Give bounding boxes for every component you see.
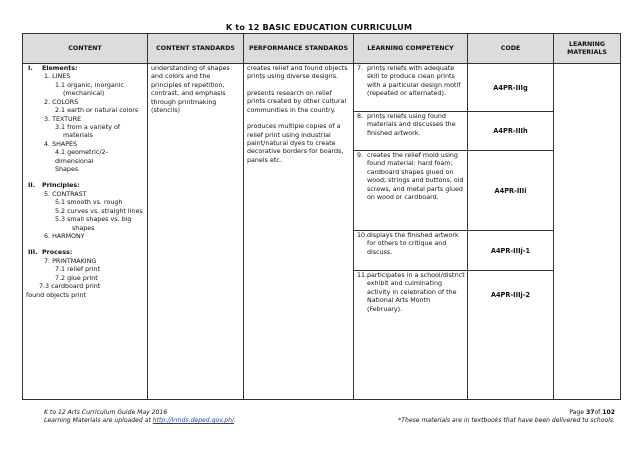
competency-item: 10. displays the finished artwork for others to critique and discuss. — [354, 231, 467, 271]
content-item: 5.2 curves vs. straight lines — [55, 207, 143, 215]
competency-code: A4PR-IIIj-1 — [468, 231, 553, 271]
performance-standard-item: presents research on relief prints created by other cultural communities in the country. — [247, 89, 347, 114]
content-cell — [23, 64, 148, 400]
page-title: K to 12 BASIC EDUCATION CURRICULUM — [225, 22, 413, 32]
content-item: 7.3 cardboard print — [39, 283, 101, 291]
content-item: 4. SHAPES — [44, 140, 78, 148]
content-heading-elements: I. Elements: — [28, 65, 78, 72]
content-item: 7.2 glue print — [55, 274, 98, 282]
lrmds-link[interactable]: http://lrmds.deped.gov.ph/ — [152, 417, 235, 425]
learning-competency-cell — [354, 64, 468, 400]
content-item: 5.1 smooth vs. rough — [55, 199, 123, 207]
content-item: 4.1 geometric/2-dimensional — [55, 149, 108, 165]
code-cell — [468, 64, 554, 400]
content-item: 6. HARMONY — [44, 233, 85, 241]
content-item: 1.1 organic, inorganic — [55, 81, 125, 89]
competency-item: 8. prints reliefs using found materials and discusses the finished artwork. — [354, 112, 467, 151]
performance-standard-item: produces multiple copies of a relief print using industrial paint/natural dyes to create decorative borders for boards, panels etc. — [247, 123, 344, 164]
header-content: CONTENT — [23, 34, 148, 64]
header-learning-competency: LEARNING COMPETENCY — [354, 34, 468, 64]
header-learning-materials: LEARNING MATERIALS — [554, 34, 621, 64]
competency-code: A4PR-IIIj-2 — [490, 291, 531, 299]
competency-item: 9. creates the relief mold using found material: hard foam; cardboard shapes glued on wood; strings and buttons, old screws, and metal parts glued on wood or cardboard. — [354, 151, 467, 231]
content-item: found objects print — [26, 291, 86, 299]
header-performance-standards: PERFORMANCE STANDARDS — [244, 34, 354, 64]
header-row — [23, 34, 621, 64]
page-number: Page 37of 102 — [569, 409, 615, 416]
learning-materials-cell — [554, 64, 621, 400]
footer-note: *These materials are in textbooks that have been delivered to schools. — [398, 417, 615, 425]
content-item: 3.1 from a variety of — [55, 123, 121, 131]
content-item: 2.1 earth or natural colors — [55, 107, 139, 115]
content-item: 2. COLORS — [44, 98, 79, 106]
performance-standard-item: creates relief and found objects prints using diverse designs. — [247, 65, 348, 81]
competency-item: 11. participates in a school/district exhibit and culminating activity in celebration of the National Arts Month (February). — [357, 272, 465, 313]
content-item: Shapes — [55, 166, 79, 174]
performance-standard-cell — [244, 64, 354, 400]
content-heading-principles: II. Principles: — [28, 182, 80, 190]
curriculum-table — [22, 33, 621, 400]
content-item: 7.1 relief print — [55, 266, 101, 274]
content-item: 5.3 small shapes vs. big — [55, 216, 132, 224]
footer-guide: K to 12 Arts Curriculum Guide May 2016 — [44, 409, 168, 416]
footer-left — [44, 409, 236, 425]
content-standard-cell: understanding of shapes and colors and the principles of repetition, contrast, and emphasis through printmaking (stencils) — [148, 64, 244, 400]
header-code: CODE — [468, 34, 554, 64]
competency-code: A4PR-IIIg — [468, 64, 553, 112]
content-heading-process: III. Process: — [28, 249, 73, 257]
header-content-standards: CONTENT STANDARDS — [148, 34, 244, 64]
footer-right — [398, 409, 615, 425]
table-row — [23, 64, 621, 400]
content-item: materials — [63, 132, 93, 140]
content-item: 5. CONTRAST — [44, 190, 87, 198]
content-item: (mechanical) — [63, 90, 105, 98]
content-item: 3. TEXTURE — [44, 115, 82, 123]
content-item: shapes — [72, 224, 95, 232]
footer-uploaded: Learning Materials are uploaded at http://lrmds.deped.gov.ph/. — [44, 417, 236, 425]
content-item: 1. LINES — [44, 73, 71, 81]
content-item: 7. PRINTMAKING — [44, 257, 97, 265]
competency-item: 7. prints reliefs with adequate skill to produce clean prints with a particular design motif (repeated or alternated). — [354, 64, 467, 112]
competency-code: A4PR-IIIi — [468, 151, 553, 231]
competency-code: A4PR-IIIh — [468, 112, 553, 151]
